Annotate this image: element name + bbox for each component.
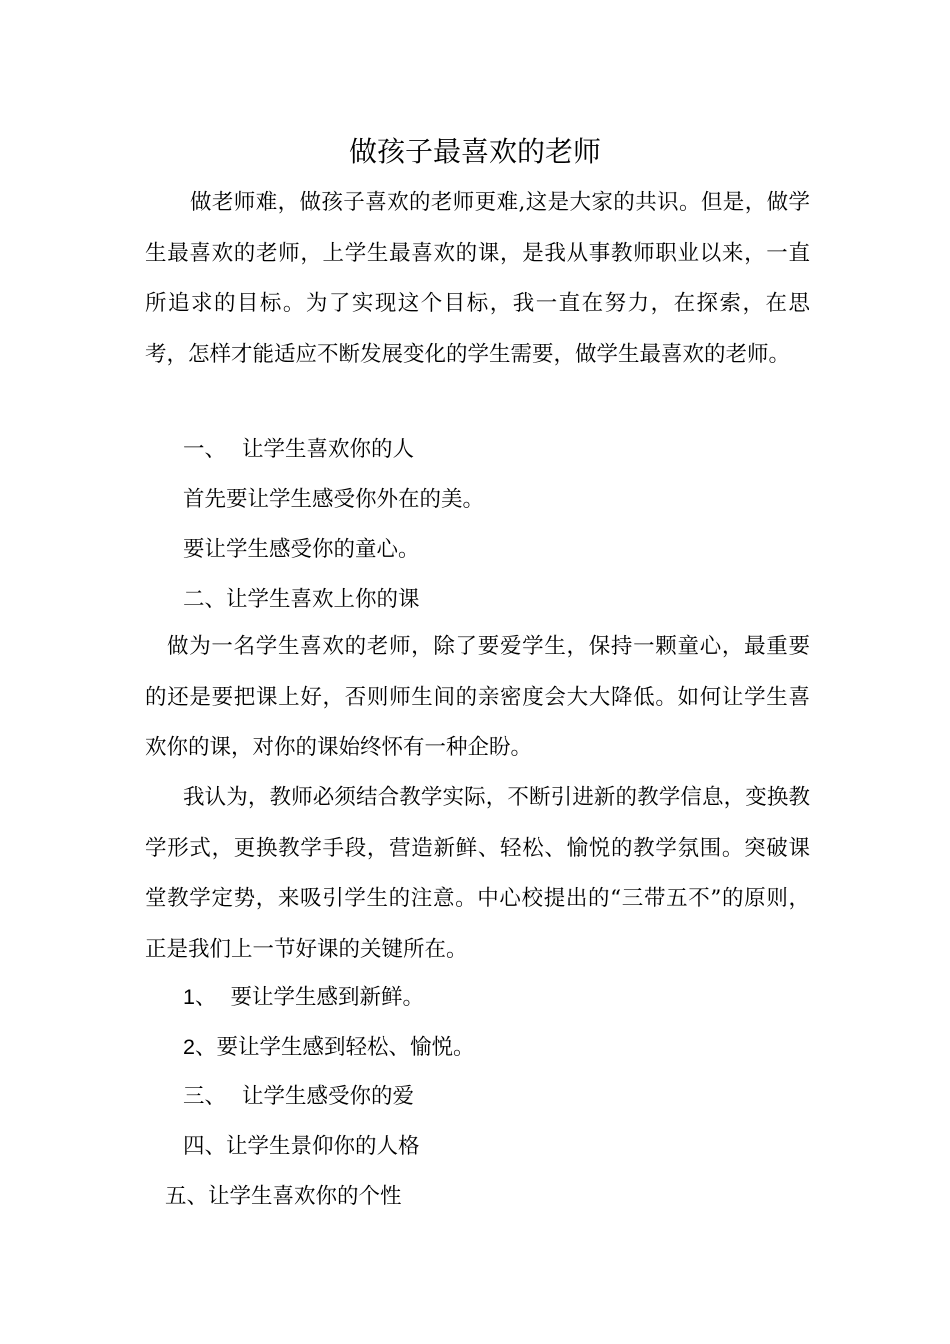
section-1-marker: 一、 [183, 437, 227, 462]
section-2-item-1 [183, 982, 424, 1013]
section-2-paragraph-2: 我认为，教师必须结合教学实际，不断引进新的教学信息，变换教学形式，更换教学手段，营造新鲜、轻松、愉悦的教学氛围。突破课堂教学定势，来吸引学生的注意。中心校提出的“三带五不”的原则，正是我们上一节好课的关键所在。 [145, 785, 810, 962]
section-2-item-2-text: 、要让学生感到轻松、愉悦。 [194, 1035, 475, 1060]
section-5-heading: 五、让学生喜欢你的个性 [165, 1184, 402, 1209]
section-1-point-2: 要让学生感受你的童心。 [183, 537, 420, 562]
section-2-item-2-number: 2 [183, 1035, 195, 1059]
section-1-heading [183, 435, 414, 465]
section-2-item-1-text: 要让学生感到新鲜。 [230, 985, 424, 1010]
intro-paragraph: 做老师难，做孩子喜欢的老师更难,这是大家的共识。但是，做学生最喜欢的老师，上学生最喜欢的课，是我从事教师职业以来，一直所追求的目标。为了实现这个目标，我一直在努力，在探索，在思考，怎样才能适应不断发展变化的学生需要，做学生最喜欢的老师。 [145, 190, 810, 367]
section-3-title: 让学生感受你的爱 [242, 1084, 415, 1109]
section-3-heading [183, 1082, 414, 1112]
section-2-item-1-number: 1、 [183, 985, 217, 1009]
section-2-heading: 二、让学生喜欢上你的课 [183, 587, 420, 612]
section-1-point-1: 首先要让学生感受你外在的美。 [183, 487, 485, 512]
section-1-title: 让学生喜欢你的人 [242, 437, 415, 462]
page-title: 做孩子最喜欢的老师 [348, 135, 601, 168]
section-3-marker: 三、 [183, 1084, 227, 1109]
section-4-heading: 四、让学生景仰你的人格 [183, 1134, 420, 1159]
section-2-item-2 [183, 1032, 474, 1063]
section-2-paragraph-1: 做为一名学生喜欢的老师，除了要爱学生，保持一颗童心，最重要的还是要把课上好，否则师生间的亲密度会大大降低。如何让学生喜欢你的课，对你的课始终怀有一种企盼。 [145, 634, 810, 760]
